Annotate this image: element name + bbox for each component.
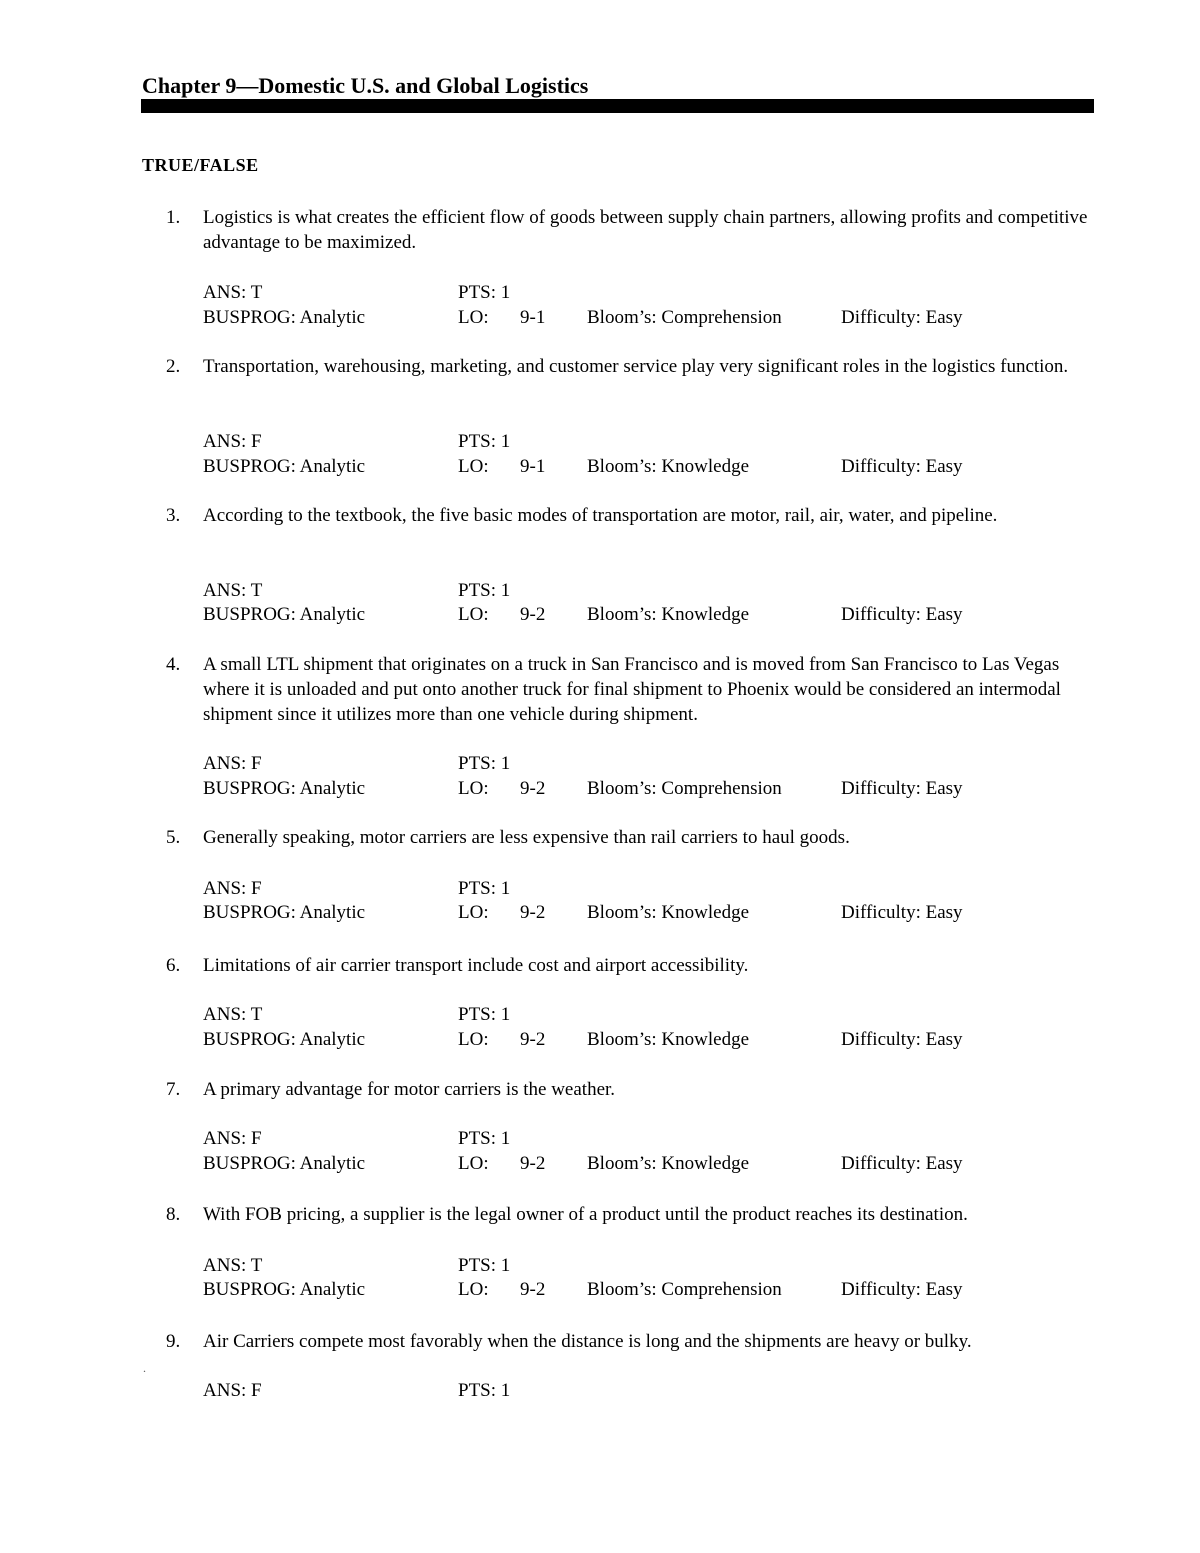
question-number: 4.: [166, 654, 181, 675]
difficulty-value: Difficulty: Easy: [841, 307, 963, 328]
points-value: PTS: 1: [458, 580, 511, 601]
question-number: 3.: [166, 505, 181, 526]
difficulty-value: Difficulty: Easy: [841, 1153, 963, 1174]
question-number: 5.: [166, 827, 181, 848]
lo-label: LO:: [458, 778, 489, 799]
lo-value: 9-2: [520, 1279, 546, 1300]
points-value: PTS: 1: [458, 1128, 511, 1149]
difficulty-value: Difficulty: Easy: [841, 902, 963, 923]
busprog-value: BUSPROG: Analytic: [203, 456, 366, 477]
points-value: PTS: 1: [458, 282, 511, 303]
busprog-value: BUSPROG: Analytic: [203, 1153, 366, 1174]
lo-label: LO:: [458, 902, 489, 923]
stray-mark: .: [143, 1361, 146, 1375]
difficulty-value: Difficulty: Easy: [841, 456, 963, 477]
bloom-value: Bloom’s: Comprehension: [587, 1279, 782, 1300]
question-number: 7.: [166, 1079, 181, 1100]
busprog-value: BUSPROG: Analytic: [203, 604, 366, 625]
lo-value: 9-1: [520, 456, 546, 477]
answer-value: ANS: F: [203, 431, 262, 452]
answer-value: ANS: T: [203, 1255, 263, 1276]
answer-value: ANS: F: [203, 1128, 262, 1149]
chapter-title: Chapter 9—Domestic U.S. and Global Logistics: [142, 73, 589, 98]
lo-value: 9-2: [520, 1153, 546, 1174]
busprog-value: BUSPROG: Analytic: [203, 1029, 366, 1050]
question-number: 1.: [166, 207, 181, 228]
question-text: Air Carriers compete most favorably when the distance is long and the shipments are heavy or bulky.: [203, 1331, 972, 1352]
question-text: With FOB pricing, a supplier is the legal owner of a product until the product reaches its destination.: [203, 1204, 968, 1225]
bloom-value: Bloom’s: Knowledge: [587, 1029, 750, 1050]
busprog-value: BUSPROG: Analytic: [203, 902, 366, 923]
question-number: 2.: [166, 356, 181, 377]
question-number: 6.: [166, 955, 181, 976]
points-value: PTS: 1: [458, 1004, 511, 1025]
question-text: A small LTL shipment that originates on a truck in San Francisco and is moved from San Francisco to Las Vegas where it is unloaded and put onto another truck for final shipment to Phoenix would be considered an intermodal shipment since it utilizes more than one vehicle during shipment.: [203, 654, 1061, 725]
lo-label: LO:: [458, 307, 489, 328]
question-number: 8.: [166, 1204, 181, 1225]
points-value: PTS: 1: [458, 753, 511, 774]
difficulty-value: Difficulty: Easy: [841, 1279, 963, 1300]
points-value: PTS: 1: [458, 431, 511, 452]
bloom-value: Bloom’s: Knowledge: [587, 456, 750, 477]
answer-value: ANS: T: [203, 282, 263, 303]
bloom-value: Bloom’s: Comprehension: [587, 307, 782, 328]
answer-value: ANS: T: [203, 580, 263, 601]
lo-label: LO:: [458, 1153, 489, 1174]
lo-label: LO:: [458, 1279, 489, 1300]
points-value: PTS: 1: [458, 1255, 511, 1276]
section-heading: TRUE/FALSE: [142, 155, 259, 175]
answer-value: ANS: F: [203, 753, 262, 774]
lo-value: 9-1: [520, 307, 546, 328]
lo-value: 9-2: [520, 902, 546, 923]
lo-label: LO:: [458, 1029, 489, 1050]
busprog-value: BUSPROG: Analytic: [203, 307, 366, 328]
lo-value: 9-2: [520, 1029, 546, 1050]
bloom-value: Bloom’s: Knowledge: [587, 1153, 750, 1174]
lo-value: 9-2: [520, 604, 546, 625]
question-text: Limitations of air carrier transport include cost and airport accessibility.: [203, 955, 749, 976]
question-text: Transportation, warehousing, marketing, and customer service play very significant roles in the logistics function.: [203, 356, 1069, 377]
difficulty-value: Difficulty: Easy: [841, 604, 963, 625]
bloom-value: Bloom’s: Knowledge: [587, 604, 750, 625]
lo-label: LO:: [458, 456, 489, 477]
question-text: Generally speaking, motor carriers are less expensive than rail carriers to haul goods.: [203, 827, 850, 848]
question-text: According to the textbook, the five basic modes of transportation are motor, rail, air, water, and pipeline.: [203, 505, 998, 526]
question-number: 9.: [166, 1331, 181, 1352]
title-rule: [141, 99, 1094, 113]
answer-value: ANS: F: [203, 878, 262, 899]
bloom-value: Bloom’s: Knowledge: [587, 902, 750, 923]
lo-label: LO:: [458, 604, 489, 625]
difficulty-value: Difficulty: Easy: [841, 778, 963, 799]
busprog-value: BUSPROG: Analytic: [203, 1279, 366, 1300]
busprog-value: BUSPROG: Analytic: [203, 778, 366, 799]
question-text: A primary advantage for motor carriers is the weather.: [203, 1079, 616, 1100]
points-value: PTS: 1: [458, 878, 511, 899]
difficulty-value: Difficulty: Easy: [841, 1029, 963, 1050]
answer-value: ANS: F: [203, 1380, 262, 1401]
answer-value: ANS: T: [203, 1004, 263, 1025]
question-text: Logistics is what creates the efficient flow of goods between supply chain partners, allowing profits and competitive advantage to be maximized.: [203, 207, 1088, 253]
lo-value: 9-2: [520, 778, 546, 799]
bloom-value: Bloom’s: Comprehension: [587, 778, 782, 799]
points-value: PTS: 1: [458, 1380, 511, 1401]
